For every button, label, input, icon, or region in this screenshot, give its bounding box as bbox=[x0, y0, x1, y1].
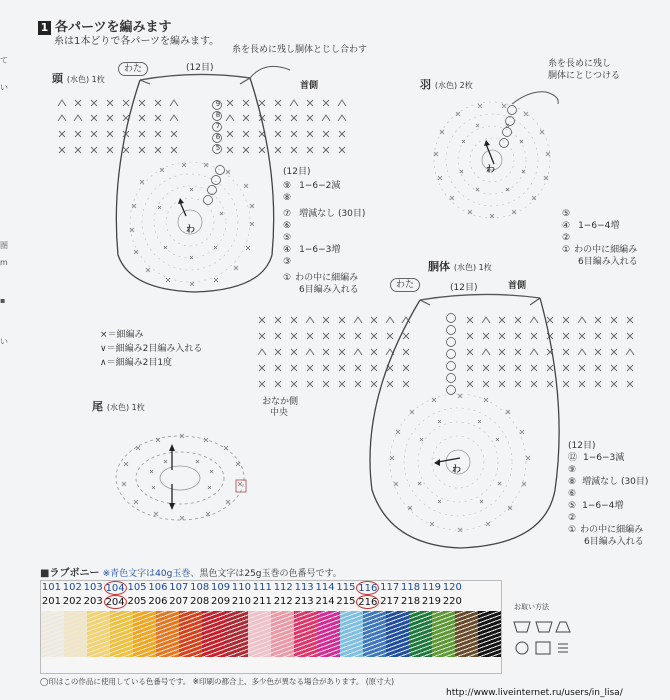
color-number: 214 bbox=[315, 596, 335, 607]
color-number: 207 bbox=[169, 596, 189, 607]
legend-text: ＝細編み2目1度 bbox=[106, 358, 173, 368]
color-number: 209 bbox=[211, 596, 231, 607]
yarn-swatch bbox=[64, 611, 87, 657]
palette-note-black: 黒色文字は25g玉巻の色番号です。 bbox=[199, 569, 342, 579]
color-number: 113 bbox=[294, 582, 314, 593]
color-number: 114 bbox=[315, 582, 335, 593]
body-side-r1: わの中に細編み bbox=[580, 525, 644, 535]
head-side-count: (12目) bbox=[283, 167, 311, 177]
color-number: 206 bbox=[148, 596, 168, 607]
head-title bbox=[52, 70, 105, 86]
symbol-legend bbox=[100, 328, 202, 370]
color-number: 111 bbox=[252, 582, 272, 593]
color-number: 101 bbox=[41, 582, 61, 593]
color-number: 216 bbox=[358, 597, 378, 608]
yarn-swatches bbox=[41, 611, 501, 657]
color-numbers-40g bbox=[41, 581, 501, 595]
head-title-text: 頭 bbox=[52, 72, 63, 85]
body-center: わ bbox=[452, 465, 462, 475]
body-side-r1b: 6目編み入れる bbox=[584, 537, 644, 547]
body-title-text: 胴体 bbox=[428, 260, 450, 273]
head-side-notes: (12目) ⑨ 1−6−2減 ⑧ ⑦ 増減なし (30目) ⑥ ⑤ ④ 1−6−3増 ③ ① わの中に細編み 6目編み入れる bbox=[283, 167, 366, 295]
head-row: 6 bbox=[215, 133, 221, 141]
color-number: 211 bbox=[252, 596, 272, 607]
legend-symbol: ∧ bbox=[100, 358, 107, 368]
legend-text: ＝細編み bbox=[107, 330, 144, 340]
color-number: 210 bbox=[231, 596, 251, 607]
yarn-swatch bbox=[317, 611, 340, 657]
wing-side-r52: 1−6−4増 bbox=[578, 221, 620, 231]
wing-side-r1: わの中に細編み bbox=[574, 245, 638, 255]
yarn-swatch bbox=[41, 611, 64, 657]
body-side-r86: 増減なし (30目) bbox=[582, 477, 649, 487]
yarn-swatch bbox=[363, 611, 386, 657]
color-number: 205 bbox=[127, 596, 147, 607]
edge-mark: い bbox=[0, 83, 8, 92]
wing-side-r1b: 6目編み入れる bbox=[578, 257, 638, 267]
head-row-labels bbox=[213, 99, 223, 154]
wing-thread-note1: 糸を長めに残し bbox=[548, 59, 612, 69]
yarn-swatch bbox=[340, 611, 363, 657]
color-number: 109 bbox=[211, 582, 231, 593]
wing-side-notes: ⑤ ④ 1−6−4増 ② ① わの中に細編み 6目編み入れる bbox=[562, 209, 638, 267]
legend-item bbox=[100, 342, 202, 356]
yarn-swatch bbox=[271, 611, 294, 657]
color-number: 219 bbox=[421, 596, 442, 607]
palette-title: ■ラブボニー bbox=[40, 568, 100, 579]
edge-mark: ▪ bbox=[0, 296, 6, 305]
head-row: 9 bbox=[215, 100, 221, 108]
color-number: 217 bbox=[380, 596, 400, 607]
yarn-swatch bbox=[156, 611, 179, 657]
head-thread-note: 糸を長めに残し胴体とじし合わす bbox=[232, 45, 368, 55]
tail-title-text: 尾 bbox=[92, 400, 103, 413]
body-belly1: おなか側 bbox=[262, 397, 299, 407]
edge-mark: m bbox=[0, 258, 8, 267]
color-number: 119 bbox=[421, 582, 442, 593]
legend-text: ＝細編み2目編み入れる bbox=[106, 344, 203, 354]
head-diagram bbox=[58, 66, 634, 548]
tail-color-note: (水色) 1枚 bbox=[106, 403, 145, 412]
head-side-r1: わの中に細編み bbox=[295, 273, 359, 283]
body-side-notes: (12目) ⑫ 1−6−3減 ⑨ ⑧ 増減なし (30目) ⑥ ⑤ 1−6−4増 ② ① わの中に細編み 6目編み入れる bbox=[568, 441, 649, 547]
color-number: 203 bbox=[83, 596, 103, 607]
wing-center: わ bbox=[486, 165, 496, 175]
yarn-swatch bbox=[110, 611, 133, 657]
color-number: 212 bbox=[273, 596, 293, 607]
head-row: 5 bbox=[215, 144, 221, 152]
yarn-swatch bbox=[133, 611, 156, 657]
palette-footnote: ◯印はこの作品に使用している色番号です。 ※印刷の都合上、多少色が異なる場合があります。 (原寸大) bbox=[40, 677, 395, 686]
color-number: 116 bbox=[358, 583, 378, 594]
head-side-r1b: 6目編み入れる bbox=[299, 285, 359, 295]
section-number: 1 bbox=[38, 21, 51, 35]
body-belly2: 中央 bbox=[270, 408, 289, 418]
yarn-swatch bbox=[409, 611, 432, 657]
yarn-swatch bbox=[478, 611, 501, 657]
color-number: 104 bbox=[105, 583, 125, 594]
body-neck-side: 首側 bbox=[508, 281, 527, 291]
palette-note-blue: ※青色文字は40g玉巻、 bbox=[102, 569, 200, 579]
color-number: 120 bbox=[442, 582, 462, 593]
body-count-top: (12目) bbox=[450, 283, 478, 293]
color-card bbox=[40, 580, 502, 674]
watermark: http://www.liveinternet.ru/users/in_lisa/ bbox=[446, 688, 623, 698]
yarn-swatch bbox=[294, 611, 317, 657]
color-number: 204 bbox=[105, 597, 125, 608]
color-number: 105 bbox=[127, 582, 147, 593]
yarn-swatch bbox=[248, 611, 271, 657]
color-number: 208 bbox=[190, 596, 210, 607]
section-title: 各パーツを編みます bbox=[55, 20, 172, 35]
color-number: 102 bbox=[62, 582, 82, 593]
color-number: 202 bbox=[62, 596, 82, 607]
legend-item bbox=[100, 356, 202, 370]
color-number: 117 bbox=[380, 582, 400, 593]
head-side-r96: 1−6−2減 bbox=[299, 181, 341, 191]
color-number: 110 bbox=[231, 582, 251, 593]
head-center: わ bbox=[186, 225, 196, 235]
legend-symbol: × bbox=[100, 330, 108, 340]
head-row: 7 bbox=[215, 122, 221, 130]
head-neck-side: 首側 bbox=[300, 81, 319, 91]
color-number: 107 bbox=[169, 582, 189, 593]
care-symbols-icon bbox=[508, 600, 574, 666]
yarn-swatch bbox=[202, 611, 225, 657]
yarn-swatch bbox=[179, 611, 202, 657]
yarn-swatch bbox=[386, 611, 409, 657]
legend-symbol: ∨ bbox=[100, 344, 107, 354]
wing-color-note: (水色) 2枚 bbox=[434, 81, 473, 90]
edge-mark: 圏 bbox=[0, 241, 8, 250]
care-title: お取い方法 bbox=[514, 603, 549, 611]
color-number: 218 bbox=[401, 596, 421, 607]
color-number: 213 bbox=[294, 596, 314, 607]
color-number: 118 bbox=[401, 582, 421, 593]
section-subtitle: 糸は1本どりで各パーツを編みます。 bbox=[54, 36, 220, 47]
color-number: 108 bbox=[190, 582, 210, 593]
body-wata: わた bbox=[390, 278, 420, 292]
color-number: 201 bbox=[41, 596, 61, 607]
head-side-r76: 増減なし (30目) bbox=[299, 209, 366, 219]
edge-mark: い bbox=[0, 337, 8, 346]
head-side-r53: 1−6−3増 bbox=[299, 245, 341, 255]
color-number: 112 bbox=[273, 582, 293, 593]
head-color-note: (水色) 1枚 bbox=[66, 75, 105, 84]
head-count-top: (12目) bbox=[186, 63, 214, 73]
body-side-r52: 1−6−4増 bbox=[582, 501, 624, 511]
legend-item bbox=[100, 328, 202, 342]
color-number: 103 bbox=[83, 582, 103, 593]
edge-mark: て bbox=[0, 56, 8, 65]
color-number: 115 bbox=[336, 582, 356, 593]
yarn-swatch bbox=[432, 611, 455, 657]
head-wata: わた bbox=[118, 62, 148, 76]
color-number: 215 bbox=[336, 596, 356, 607]
color-number: 220 bbox=[442, 596, 462, 607]
yarn-swatch bbox=[87, 611, 110, 657]
color-number: 106 bbox=[148, 582, 168, 593]
body-color-note: (水色) 1枚 bbox=[453, 263, 492, 272]
body-title bbox=[428, 258, 492, 274]
body-side-r129: 1−6−3減 bbox=[583, 453, 625, 463]
body-side-count: (12目) bbox=[568, 441, 596, 451]
yarn-swatch bbox=[225, 611, 248, 657]
yarn-swatch bbox=[455, 611, 478, 657]
wing-title-text: 羽 bbox=[420, 78, 431, 91]
tail-title bbox=[92, 398, 145, 414]
color-numbers-25g bbox=[41, 595, 501, 609]
palette-header bbox=[40, 564, 342, 579]
wing-title bbox=[420, 76, 473, 92]
head-row: 8 bbox=[215, 111, 221, 119]
wing-thread-note2: 胴体にとじつける bbox=[548, 71, 621, 81]
